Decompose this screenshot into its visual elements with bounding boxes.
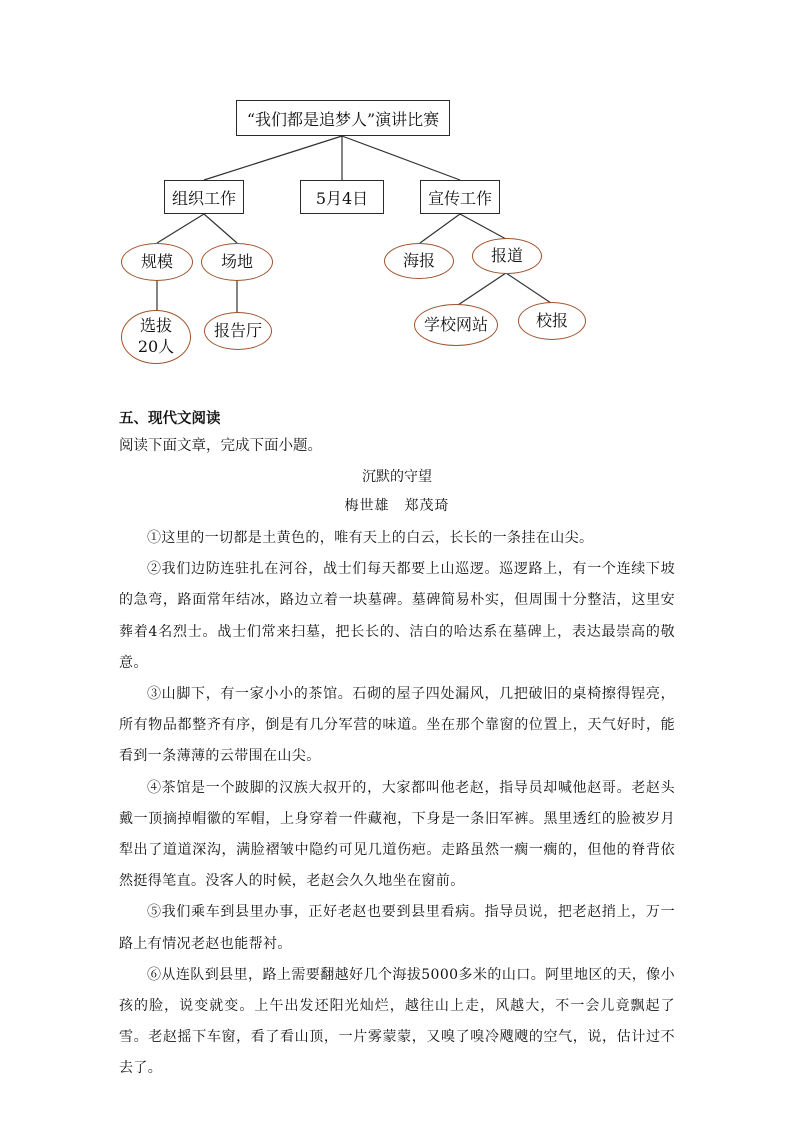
select-label-line1: 选拔 [139, 316, 172, 336]
root-label: “我们都是追梦人”演讲比赛 [246, 109, 440, 129]
poster-node [384, 243, 454, 279]
poster-label: 海报 [402, 250, 435, 270]
branch-date-label: 5月4日 [315, 188, 369, 208]
article-paragraph: ⑥从连队到县里，路上需要翻越好几个海拔5000多米的山口。阿里地区的天，像小孩的脸，说变就变。上午出发还阳光灿烂，越往山上走，风越大，不一会儿竟飘起了雪。老赵摇下车窗，看了看山顶，一片雾蒙蒙，又嗅了嗅冷飕飕的空气，说，估计过不去了。 [119, 966, 675, 1077]
article-body [119, 523, 675, 1085]
branch-promo-label: 宣传工作 [427, 188, 492, 208]
line-report-newspaper [506, 273, 551, 303]
branch-org-node [164, 180, 244, 214]
section-instruction: 阅读下面文章，完成下面小题。 [119, 438, 322, 454]
event-tree-diagram [0, 0, 794, 380]
website-label: 学校网站 [423, 314, 488, 334]
article-authors: 梅世雄 郑茂琦 [344, 498, 450, 514]
report-node [472, 238, 542, 274]
hall-node [204, 312, 272, 350]
branch-date-node [300, 180, 384, 214]
newspaper-label: 校报 [535, 310, 568, 330]
line-report-website [458, 273, 506, 305]
line-org-scale [157, 214, 204, 243]
article-paragraph: ③山脚下，有一家小小的茶馆。石砌的屋子四处漏风，几把破旧的桌椅擦得锃亮，所有物品都整齐有序，倒是有几分军营的味道。坐在那个靠窗的位置上，天气好时，能看到一条薄薄的云带围在山尖。 [119, 686, 675, 765]
branch-org-label: 组织工作 [171, 188, 236, 208]
article-paragraph: ⑤我们乘车到县里办事，正好老赵也要到县里看病。指导员说，把老赵捎上，万一路上有情况老赵也能帮衬。 [119, 904, 675, 952]
article-paragraph: ②我们边防连驻扎在河谷，战士们每天都要上山巡逻。巡逻路上，有一个连续下坡的急弯，路面常年结冰，路边立着一块墓碑。墓碑简易朴实，但周围十分整洁，这里安葬着4名烈士。战士们常来扫墓，把长长的、洁白的哈达系在墓碑上，表达最崇高的敬意。 [119, 561, 675, 671]
scale-label: 规模 [140, 251, 173, 271]
branch-promo-node [420, 180, 500, 214]
article-paragraph: ①这里的一切都是土黄色的，唯有天上的白云，长长的一条挂在山尖。 [147, 530, 594, 546]
venue-node [201, 243, 273, 281]
select-label-line2: 20人 [137, 337, 175, 356]
section-heading: 五、现代文阅读 [119, 410, 221, 427]
article-title: 沉默的守望 [362, 469, 432, 485]
root-node [236, 100, 450, 136]
venue-label: 场地 [220, 251, 253, 271]
report-label: 报道 [490, 245, 523, 265]
newspaper-node [518, 302, 586, 340]
diagram-connectors [0, 0, 794, 380]
line-root-org [204, 136, 342, 180]
line-root-promo [342, 136, 460, 180]
line-promo-report [460, 214, 506, 239]
select-node [121, 310, 191, 364]
scale-node [121, 243, 193, 281]
article-paragraph: ④茶馆是一个跛脚的汉族大叔开的，大家都叫他老赵，指导员却喊他赵哥。老赵头戴一顶摘掉帽徽的军帽，上身穿着一件藏袍，下身是一条旧军裤。黑里透红的脸被岁月犁出了道道深沟，满脸褶皱中隐约可见几道伤疤。走路虽然一瘸一瘸的，但他的脊背依然挺得笔直。没客人的时候，老赵会久久地坐在窗前。 [119, 779, 675, 890]
line-org-venue [204, 214, 237, 243]
hall-label: 报告厅 [213, 320, 262, 340]
line-promo-poster [420, 214, 460, 243]
website-node [414, 304, 498, 346]
